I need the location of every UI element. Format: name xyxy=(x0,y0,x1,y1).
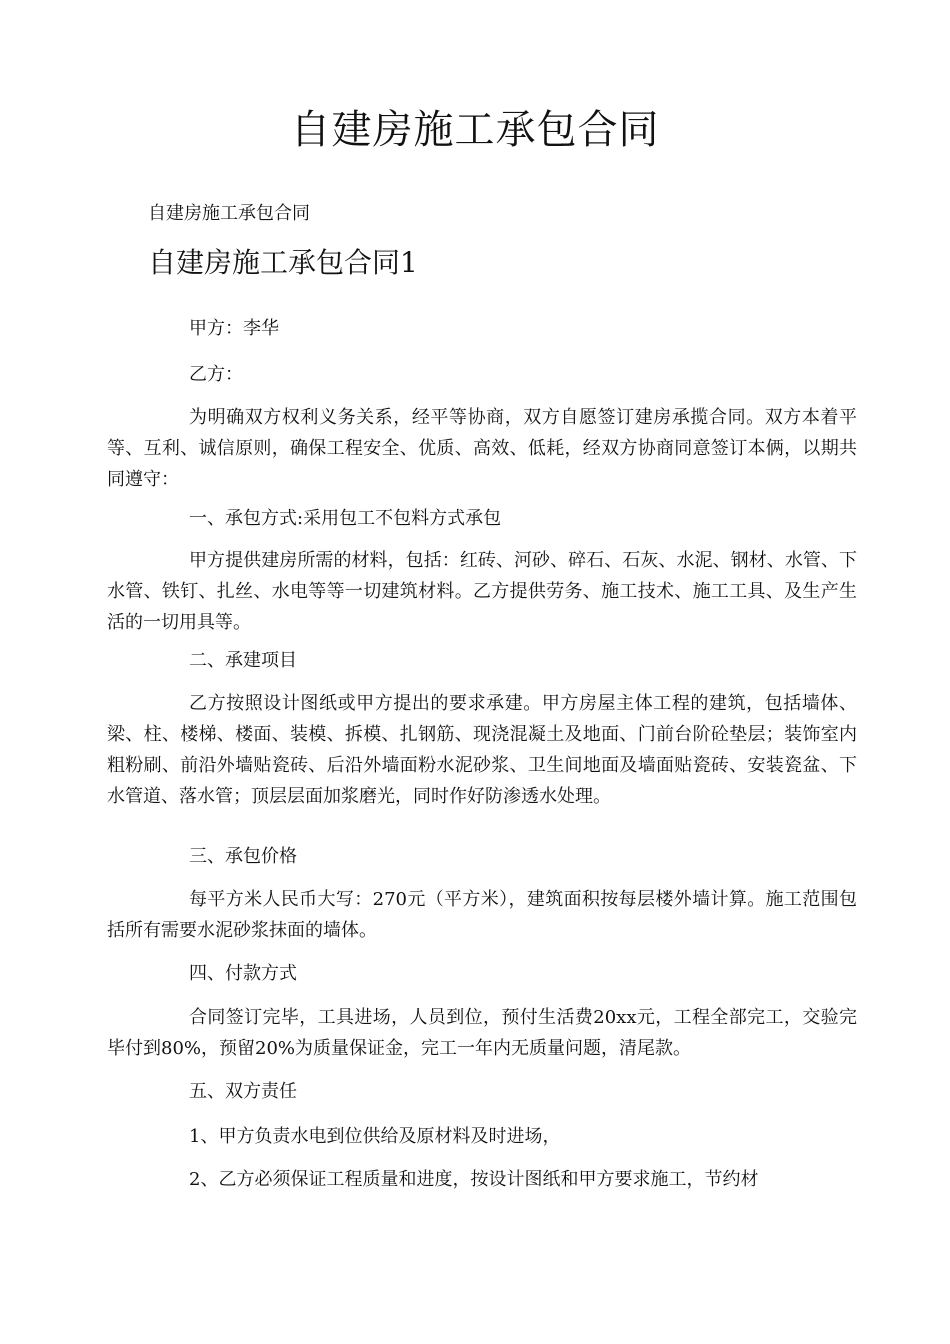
section-4-heading: 四、付款方式 xyxy=(189,963,297,984)
section-5-heading: 五、双方责任 xyxy=(189,1081,297,1102)
section-1-heading: 一、承包方式:采用包工不包料方式承包 xyxy=(189,508,502,529)
section-4-paragraph: 合同签订完毕，工具进场，人员到位，预付生活费20xx元，工程全部完工，交验完毕付到80%，预留20%为质量保证金，完工一年内无质量问题，清尾款。 xyxy=(107,1007,857,1059)
document-title: 自建房施工承包合同 xyxy=(290,107,660,153)
section-2-heading: 二、承建项目 xyxy=(189,650,297,671)
contract-heading: 自建房施工承包合同1 xyxy=(148,246,418,279)
section-5-item-1: 1、甲方负责水电到位供给及原材料及时进场， xyxy=(189,1126,561,1147)
section-1-paragraph: 甲方提供建房所需的材料，包括：红砖、河砂、碎石、石灰、水泥、钢材、水管、下水管、铁钉、扎丝、水电等等一切建筑材料。乙方提供劳务、施工技术、施工工具、及生产生活的一切用具等。 xyxy=(107,550,857,633)
section-3-heading: 三、承包价格 xyxy=(189,846,297,867)
preamble-paragraph: 为明确双方权利义务关系，经平等协商，双方自愿签订建房承揽合同。双方本着平等、互利、诚信原则，确保工程安全、优质、高效、低耗，经双方协商同意签订本俩，以期共同遵守： xyxy=(107,407,857,490)
party-b-line: 乙方： xyxy=(189,364,243,385)
party-a-line: 甲方：李华 xyxy=(189,318,279,339)
section-3-paragraph: 每平方米人民币大写：270元（平方米），建筑面积按每层楼外墙计算。施工范围包括所有需要水泥砂浆抹面的墙体。 xyxy=(107,889,857,941)
document-subtitle: 自建房施工承包合同 xyxy=(148,203,310,224)
section-5-item-2: 2、乙方必须保证工程质量和进度，按设计图纸和甲方要求施工，节约材 xyxy=(189,1169,759,1190)
section-2-paragraph: 乙方按照设计图纸或甲方提出的要求承建。甲方房屋主体工程的建筑，包括墙体、梁、柱、楼梯、楼面、装模、拆模、扎钢筋、现浇混凝土及地面、门前台阶砼垫层；装饰室内粗粉刷、前沿外墙贴瓷砖、后沿外墙面粉水泥砂浆、卫生间地面及墙面贴瓷砖、安装瓷盆、下水管道、落水管；顶层层面加浆磨光，同时作好防渗透水处理。 xyxy=(107,693,857,807)
